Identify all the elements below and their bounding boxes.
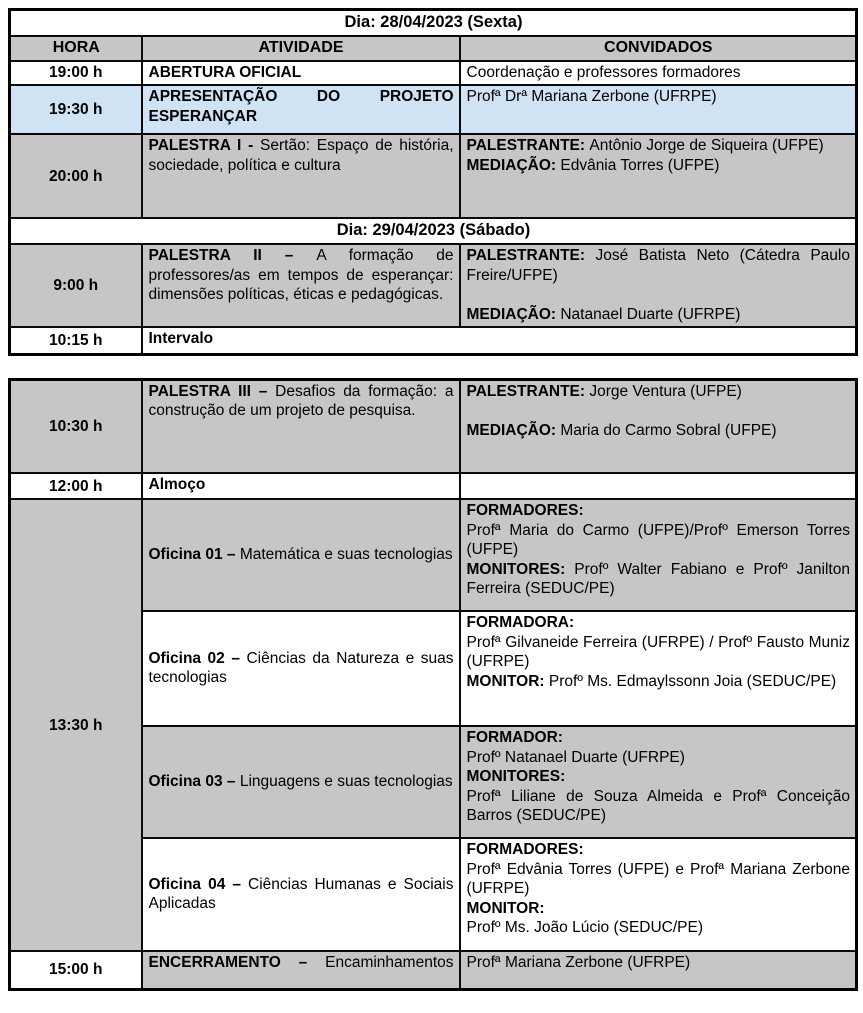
bold-text-run: ATIVIDADE <box>258 38 344 56</box>
bold-text-run: ENCERRAMENTO – <box>148 954 326 972</box>
bold-text-run: Oficina 02 – <box>148 649 247 667</box>
text-run: A formação de professores/as em tempos de esperançar: dimensões políticas, éticas e pedagógicas. <box>148 247 454 304</box>
text-run: José Batista Neto (Cátedra Paulo Freire/UFPE) <box>466 247 850 284</box>
bold-text-run: 19:30 h <box>49 101 103 119</box>
bold-text-run: PALESTRA III – <box>148 382 276 400</box>
bold-text-run: Oficina 04 – <box>148 875 249 893</box>
text-run: Profª Liliane de Souza Almeida e Profª Conceição Barros (SEDUC/PE) <box>466 787 850 825</box>
schedule-row <box>10 61 857 86</box>
text-run: Ciências da Natureza e suas tecnologias <box>148 649 454 687</box>
bold-text-run: PALESTRA I - <box>148 137 261 155</box>
bold-text-run: MEDIAÇÃO: <box>466 421 561 439</box>
schedule-table-day2 <box>8 378 858 991</box>
activity-cell <box>142 838 460 951</box>
schedule-row <box>10 327 857 354</box>
schedule-row <box>10 499 857 611</box>
text-run: Encaminhamentos <box>325 954 454 972</box>
bold-text-run: MONITORES: <box>466 768 566 786</box>
guests-cell <box>460 611 857 726</box>
text-run: Profª Maria do Carmo (UFPE)/Profº Emerson Torres (UFPE) <box>466 521 850 559</box>
activity-cell <box>142 379 460 473</box>
bold-text-run: 15:00 h <box>49 961 103 979</box>
schedule-table-day1 <box>8 8 858 356</box>
bold-text-run: PALESTRANTE: <box>466 137 590 155</box>
guests-cell <box>460 499 857 611</box>
time-cell <box>10 134 142 218</box>
text-run: Maria do Carmo Sobral (UFPE) <box>560 421 777 439</box>
bold-text-run: Intervalo <box>148 330 214 348</box>
time-cell <box>10 61 142 86</box>
activity-cell <box>142 327 857 354</box>
text-run: Antônio Jorge de Siqueira (UFPE) <box>589 137 824 155</box>
bold-text-run: PALESTRANTE: <box>466 382 590 400</box>
bold-text-run: FORMADORES: <box>466 502 584 520</box>
guests-cell <box>460 473 857 499</box>
bold-text-run: 9:00 h <box>53 277 99 294</box>
time-cell <box>10 499 142 951</box>
text-run: Natanael Duarte (UFRPE) <box>560 305 741 323</box>
activity-cell <box>142 244 460 327</box>
bold-text-run: MONITORES: <box>466 560 575 578</box>
bold-text-run: 20:00 h <box>49 167 103 185</box>
bold-text-run: 13:30 h <box>49 716 103 734</box>
bold-text-run: Oficina 01 – <box>148 546 240 564</box>
time-cell <box>10 379 142 473</box>
column-header-cell <box>10 36 142 61</box>
time-cell <box>10 327 142 354</box>
text-run: Profº Ms. Edmaylssonn Joia (SEDUC/PE) <box>548 672 837 690</box>
bold-text-run: MONITOR: <box>466 899 545 917</box>
text-run: Profº Walter Fabiano e Profº Janilton Ferreira (SEDUC/PE) <box>466 560 850 598</box>
schedule-row <box>10 951 857 989</box>
guests-cell <box>460 838 857 951</box>
schedule-row <box>10 36 857 61</box>
bold-text-run: FORMADOR: <box>466 729 563 747</box>
activity-cell <box>142 134 460 218</box>
text-run: Profº Ms. João Lúcio (SEDUC/PE) <box>466 919 704 937</box>
day-header-cell <box>10 218 857 244</box>
bold-text-run: 10:30 h <box>49 417 103 435</box>
guests-cell <box>460 244 857 327</box>
schedule-row <box>10 218 857 244</box>
bold-text-run: HORA <box>52 38 100 56</box>
column-header-cell <box>142 36 460 61</box>
schedule-row <box>10 379 857 473</box>
bold-text-run: PALESTRANTE: <box>466 247 596 265</box>
activity-cell <box>142 611 460 726</box>
time-cell <box>10 244 142 327</box>
bold-text-run: APRESENTAÇÃO DO PROJETO ESPERANÇAR <box>148 88 454 125</box>
bold-text-run: 19:00 h <box>49 64 103 82</box>
schedule-row <box>10 473 857 499</box>
guests-cell <box>460 951 857 989</box>
bold-text-run: 12:00 h <box>49 477 103 495</box>
bold-text-run: MEDIAÇÃO: <box>466 305 561 323</box>
bold-text-run: ABERTURA OFICIAL <box>148 63 302 81</box>
bold-text-run: Dia: 28/04/2023 (Sexta) <box>344 13 523 31</box>
guests-cell <box>460 726 857 838</box>
time-cell <box>10 951 142 989</box>
guests-cell <box>460 134 857 218</box>
activity-cell <box>142 85 460 134</box>
text-run: Profª Mariana Zerbone (UFRPE) <box>466 954 691 972</box>
schedule-row <box>10 10 857 36</box>
guests-cell <box>460 85 857 134</box>
schedule-row <box>10 85 857 134</box>
bold-text-run: Oficina 03 – <box>148 773 240 791</box>
time-cell <box>10 85 142 134</box>
bold-text-run: MEDIAÇÃO: <box>466 156 561 174</box>
bold-text-run: MONITOR: <box>466 672 549 690</box>
schedule-row <box>10 244 857 327</box>
bold-text-run: CONVIDADOS <box>604 38 713 56</box>
text-run: Edvânia Torres (UFPE) <box>560 156 720 174</box>
bold-text-run: Almoço <box>148 476 206 494</box>
schedule-row <box>10 134 857 218</box>
text-run: Coordenação e professores formadores <box>466 63 741 81</box>
bold-text-run: FORMADORA: <box>466 614 575 632</box>
activity-cell <box>142 499 460 611</box>
column-header-cell <box>460 36 857 61</box>
text-run: Desafios da formação: a construção de um projeto de pesquisa. <box>148 382 454 420</box>
bold-text-run: 10:15 h <box>49 331 103 349</box>
text-run: Profº Natanael Duarte (UFRPE) <box>466 748 685 766</box>
guests-cell <box>460 61 857 86</box>
time-cell <box>10 473 142 499</box>
activity-cell <box>142 726 460 838</box>
text-run: Linguagens e suas tecnologias <box>239 773 453 791</box>
text-run: Jorge Ventura (UFPE) <box>589 382 742 400</box>
text-run: Profª Drª Mariana Zerbone (UFRPE) <box>466 88 717 106</box>
text-run: Sertão: Espaço de história, sociedade, política e cultura <box>148 137 454 174</box>
text-run: Profª Edvânia Torres (UFPE) e Profª Mariana Zerbone (UFRPE) <box>466 860 850 898</box>
activity-cell <box>142 951 460 989</box>
text-run: Profª Gilvaneide Ferreira (UFRPE) / Profº Fausto Muniz (UFRPE) <box>466 633 850 671</box>
bold-text-run: PALESTRA II – <box>148 247 317 265</box>
bold-text-run: Dia: 29/04/2023 (Sábado) <box>336 221 531 240</box>
guests-cell <box>460 379 857 473</box>
day-header-cell <box>10 10 857 36</box>
activity-cell <box>142 473 460 499</box>
text-run: Ciências Humanas e Sociais Aplicadas <box>148 875 454 913</box>
text-run: Matemática e suas tecnologias <box>239 546 453 564</box>
bold-text-run: FORMADORES: <box>466 841 584 859</box>
activity-cell <box>142 61 460 86</box>
